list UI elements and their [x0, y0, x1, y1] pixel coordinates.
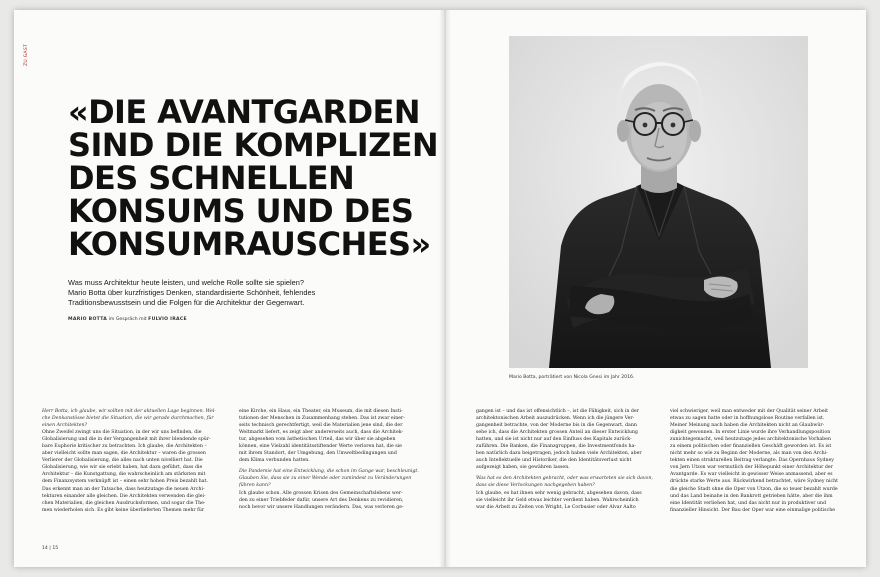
answer-line: mit ihrem Standort, der Umgebung, den Umweltbedingungen und	[239, 451, 397, 457]
answer-line: zuführen. Die Banken, die Finanzgruppen, die Investmentfonds ha-	[476, 444, 636, 450]
headline-line: SIND DIE KOMPLIZEN	[68, 126, 439, 164]
answer-line: Globalisierung und die in der Vergangenheit mit ihrer blendende spür-	[42, 437, 211, 443]
byline-interviewer: FULVIO IRACE	[148, 317, 187, 322]
photo-caption: Mario Botta, porträtiert von Nicola Gnesi im Jahr 2016.	[509, 375, 635, 380]
answer-line: war die Arbeit zu Zeiten von Wright, Le Corbusier oder Alvar Aalto	[476, 504, 636, 510]
question-line: Die Pandemie hat eine Entwicklung, die schon im Gange war, beschleunigt.	[239, 469, 419, 475]
answer-line: Architektur – die Kunstgattung, die wahrscheinlich am stärksten mit	[42, 472, 206, 478]
answer-line: tekturen einander alle gleichen. Die Architekten verwenden die glei-	[42, 493, 206, 499]
question-line: Herr Botta, ich glaube, wir sollten mit der aktuellen Lage beginnen. Wel-	[42, 409, 216, 414]
question-line: einen Architekten?	[42, 423, 88, 429]
page-gutter	[439, 10, 451, 567]
answer-line: ben natürlich dazu beigetragen, jedoch haben viele Architekten, aber	[476, 451, 642, 457]
answer-line: den zu einer Triebfeder dafür, unsere Art des Denkens zu revidieren,	[239, 497, 404, 503]
answer-line: Avantgarde. Es war vielleicht in gewisser Weise anmassend, aber es	[670, 472, 833, 478]
question-line: Glauben Sie, dass sie zu einer Wende oder zumindest zu Veränderungen	[239, 476, 412, 482]
answer-line: zunichtegemacht, weil heutzutage jedes architektonische Vorhaben	[670, 437, 831, 443]
answer-line: aber vielleicht sollte man sagen, die Architektur – waren die grossen	[42, 451, 206, 457]
question-line: führen kann?	[239, 483, 271, 489]
answer-line: viel schwieriger, weil man entweder mit der Qualität seiner Arbeit	[670, 409, 828, 414]
answer-line: hatten, und sie ist nicht nur auf den Einfluss des Kapitals zurück-	[476, 437, 632, 443]
answer-line: bare Euphorie kritischer zu betrachten. Ich glaube, die Architekten –	[42, 444, 207, 450]
answer-line: tutionen der Menschen in Zusammenhang stehen. Das ist zwar einer-	[239, 416, 405, 422]
question-line: dass sie diese Verlockungen nachgegeben haben?	[476, 483, 595, 489]
answer-line: von Jørn Utzon war vermutlich der Höhepunkt einer Architektur der	[670, 465, 833, 471]
question-line: Was hat es den Architekten gebracht, oder was erwarteten sie sich davon,	[476, 476, 653, 482]
headline	[68, 93, 439, 263]
answer-line: Weltmarkt liefert, es zeigt aber andererseits auch, dass die Architek-	[239, 430, 404, 436]
byline	[68, 317, 187, 322]
portrait-photo	[509, 36, 808, 368]
question-line: che Denkanstösse bietet die Situation, die wir gerade durchmachen, für	[42, 416, 214, 422]
answer-line: Ich glaube, es hat ihnen sehr wenig gebracht, abgesehen davon, dass	[476, 490, 642, 496]
byline-middle: im Gespräch mit	[108, 317, 147, 322]
answer-line: Meiner Meinung nach haben die Architekten nicht an Glaubwür-	[670, 423, 825, 429]
page-folio: 14 | 15	[42, 546, 59, 551]
answer-line: men wiederholen sich. Es gibt keine überlieferten Themen mehr für	[42, 507, 205, 513]
answer-line: tur, abgesehen vom ästhetischen Urteil, das wir über sie abgeben	[239, 437, 396, 443]
answer-line: nicht mehr so wie zu Beginn der Moderne, als man von den Archi-	[670, 451, 828, 457]
answer-line: Das erkennt man an der Tatsache, dass heutzutage die neuen Archi-	[42, 486, 205, 492]
answer-line: auch Intellektuelle und Historiker, die den Identitätsverlust nicht	[476, 458, 632, 464]
answer-line: eine Kirche, ein Haus, ein Theater, ein Museum, die mit diesen Insti-	[239, 409, 403, 414]
magazine-spread	[14, 10, 866, 567]
answer-line: noch bevor wir unsere Handlungen verändern. Das, was verloren ge-	[239, 504, 404, 510]
answer-line: tekten einen strukturellen Beitrag verlangte. Das Opernhaus Sydney	[670, 458, 834, 464]
answer-line: seits technisch gerechtfertigt, weil die Materialien jene sind, die der	[239, 423, 403, 429]
answer-line: gangenheit betrachte, von der Moderne bis in die Gegenwart, dann	[476, 423, 637, 429]
answer-line: gangen ist – und das ist offensichtlich –, ist die Fähigkeit, sich in der	[476, 409, 639, 414]
answer-line: aufgezeigt haben, sie gewähren lassen.	[476, 465, 570, 471]
answer-line: finanzieller Hinsicht. Der Bau der Oper war eine einmalige politische	[670, 507, 836, 513]
answer-line: drückte starke Werte aus. Rückwirkend betrachtet, wäre Sydney nicht	[670, 479, 838, 485]
answer-line: Globalisierung, wie wir sie erlebt haben, hat dazu geführt, dass die	[42, 465, 203, 471]
lead-line: Was muss Architektur heute leisten, und welche Rolle sollte sie spielen?	[68, 278, 304, 287]
answer-line: sehe ich, dass die Architekten grossen Anteil an dieser Entwicklung	[476, 430, 638, 436]
answer-line: und das Land beinahe in den Bankrott getrieben hätte, aber die ihm	[670, 493, 833, 499]
answer-line: chen Materialien, die gleichen Ausdrucksformen, und sogar die The-	[42, 500, 206, 506]
answer-line: die gleiche Stadt ohne die Oper von Utzon, die so teuer bezahlt wurde	[670, 486, 838, 492]
answer-line: architektonischen Arbeit auszudrücken. Wenn ich die jüngere Ver-	[476, 416, 635, 422]
portrait-illustration	[509, 36, 808, 368]
answer-line: eine Identität verliehen hat, und das nicht nur in produktiver und	[670, 500, 827, 506]
headline-line: KONSUMRAUSCHES»	[68, 225, 431, 263]
byline-author: MARIO BOTTA	[68, 317, 108, 322]
answer-line: Verlierer der Globalisierung, die alles nach unten nivelliert hat. Die	[42, 458, 203, 464]
text-column-3	[476, 408, 664, 511]
headline-line: DES SCHNELLEN	[68, 159, 355, 197]
answer-line: Ohne Zweifel zwingt uns die Situation, in der wir uns befinden, die	[42, 430, 202, 436]
headline-line: KONSUMS UND DES	[68, 192, 414, 230]
lead-line: Traditionsbewusstsein und die Folgen für die Architektur der Gegenwart.	[68, 298, 305, 307]
headline-line: «DIE AVANTGARDEN	[68, 93, 420, 131]
answer-line: können, eine Vielzahl identitätsstiftender Werte verloren hat, die sie	[239, 444, 402, 450]
answer-line: etwas zu sagen hatte oder in hoffnungslose Routine verfallen ist.	[670, 416, 825, 422]
answer-line: sie vielleicht ihr Geld etwas leichter verdient haben. Wahrscheinlich	[476, 497, 639, 503]
text-column-1	[42, 408, 234, 514]
answer-line: Ich glaube schon. Alle grossen Krisen des Gemeinschaftslebens wer-	[239, 490, 403, 496]
text-column-4	[670, 408, 860, 514]
lead-paragraph	[68, 278, 368, 308]
text-column-2	[239, 408, 431, 511]
answer-line: digkeit gewonnen. In erster Linie wurde ihre Verhandlungsposition	[670, 430, 831, 436]
lead-line: Mario Botta über kurzfristiges Denken, standardisierte Schönheit, fehlendes	[68, 288, 316, 297]
answer-line: dem Finanzsystem verknüpft ist – einen sehr hohen Preis bezahlt hat.	[42, 479, 208, 485]
answer-line: dem Klima verbunden hatten.	[239, 458, 310, 464]
answer-line: zu einem politischen oder finanziellen Geschäft geworden ist. Es ist	[670, 444, 832, 450]
section-label: ZU GAST	[24, 43, 29, 66]
